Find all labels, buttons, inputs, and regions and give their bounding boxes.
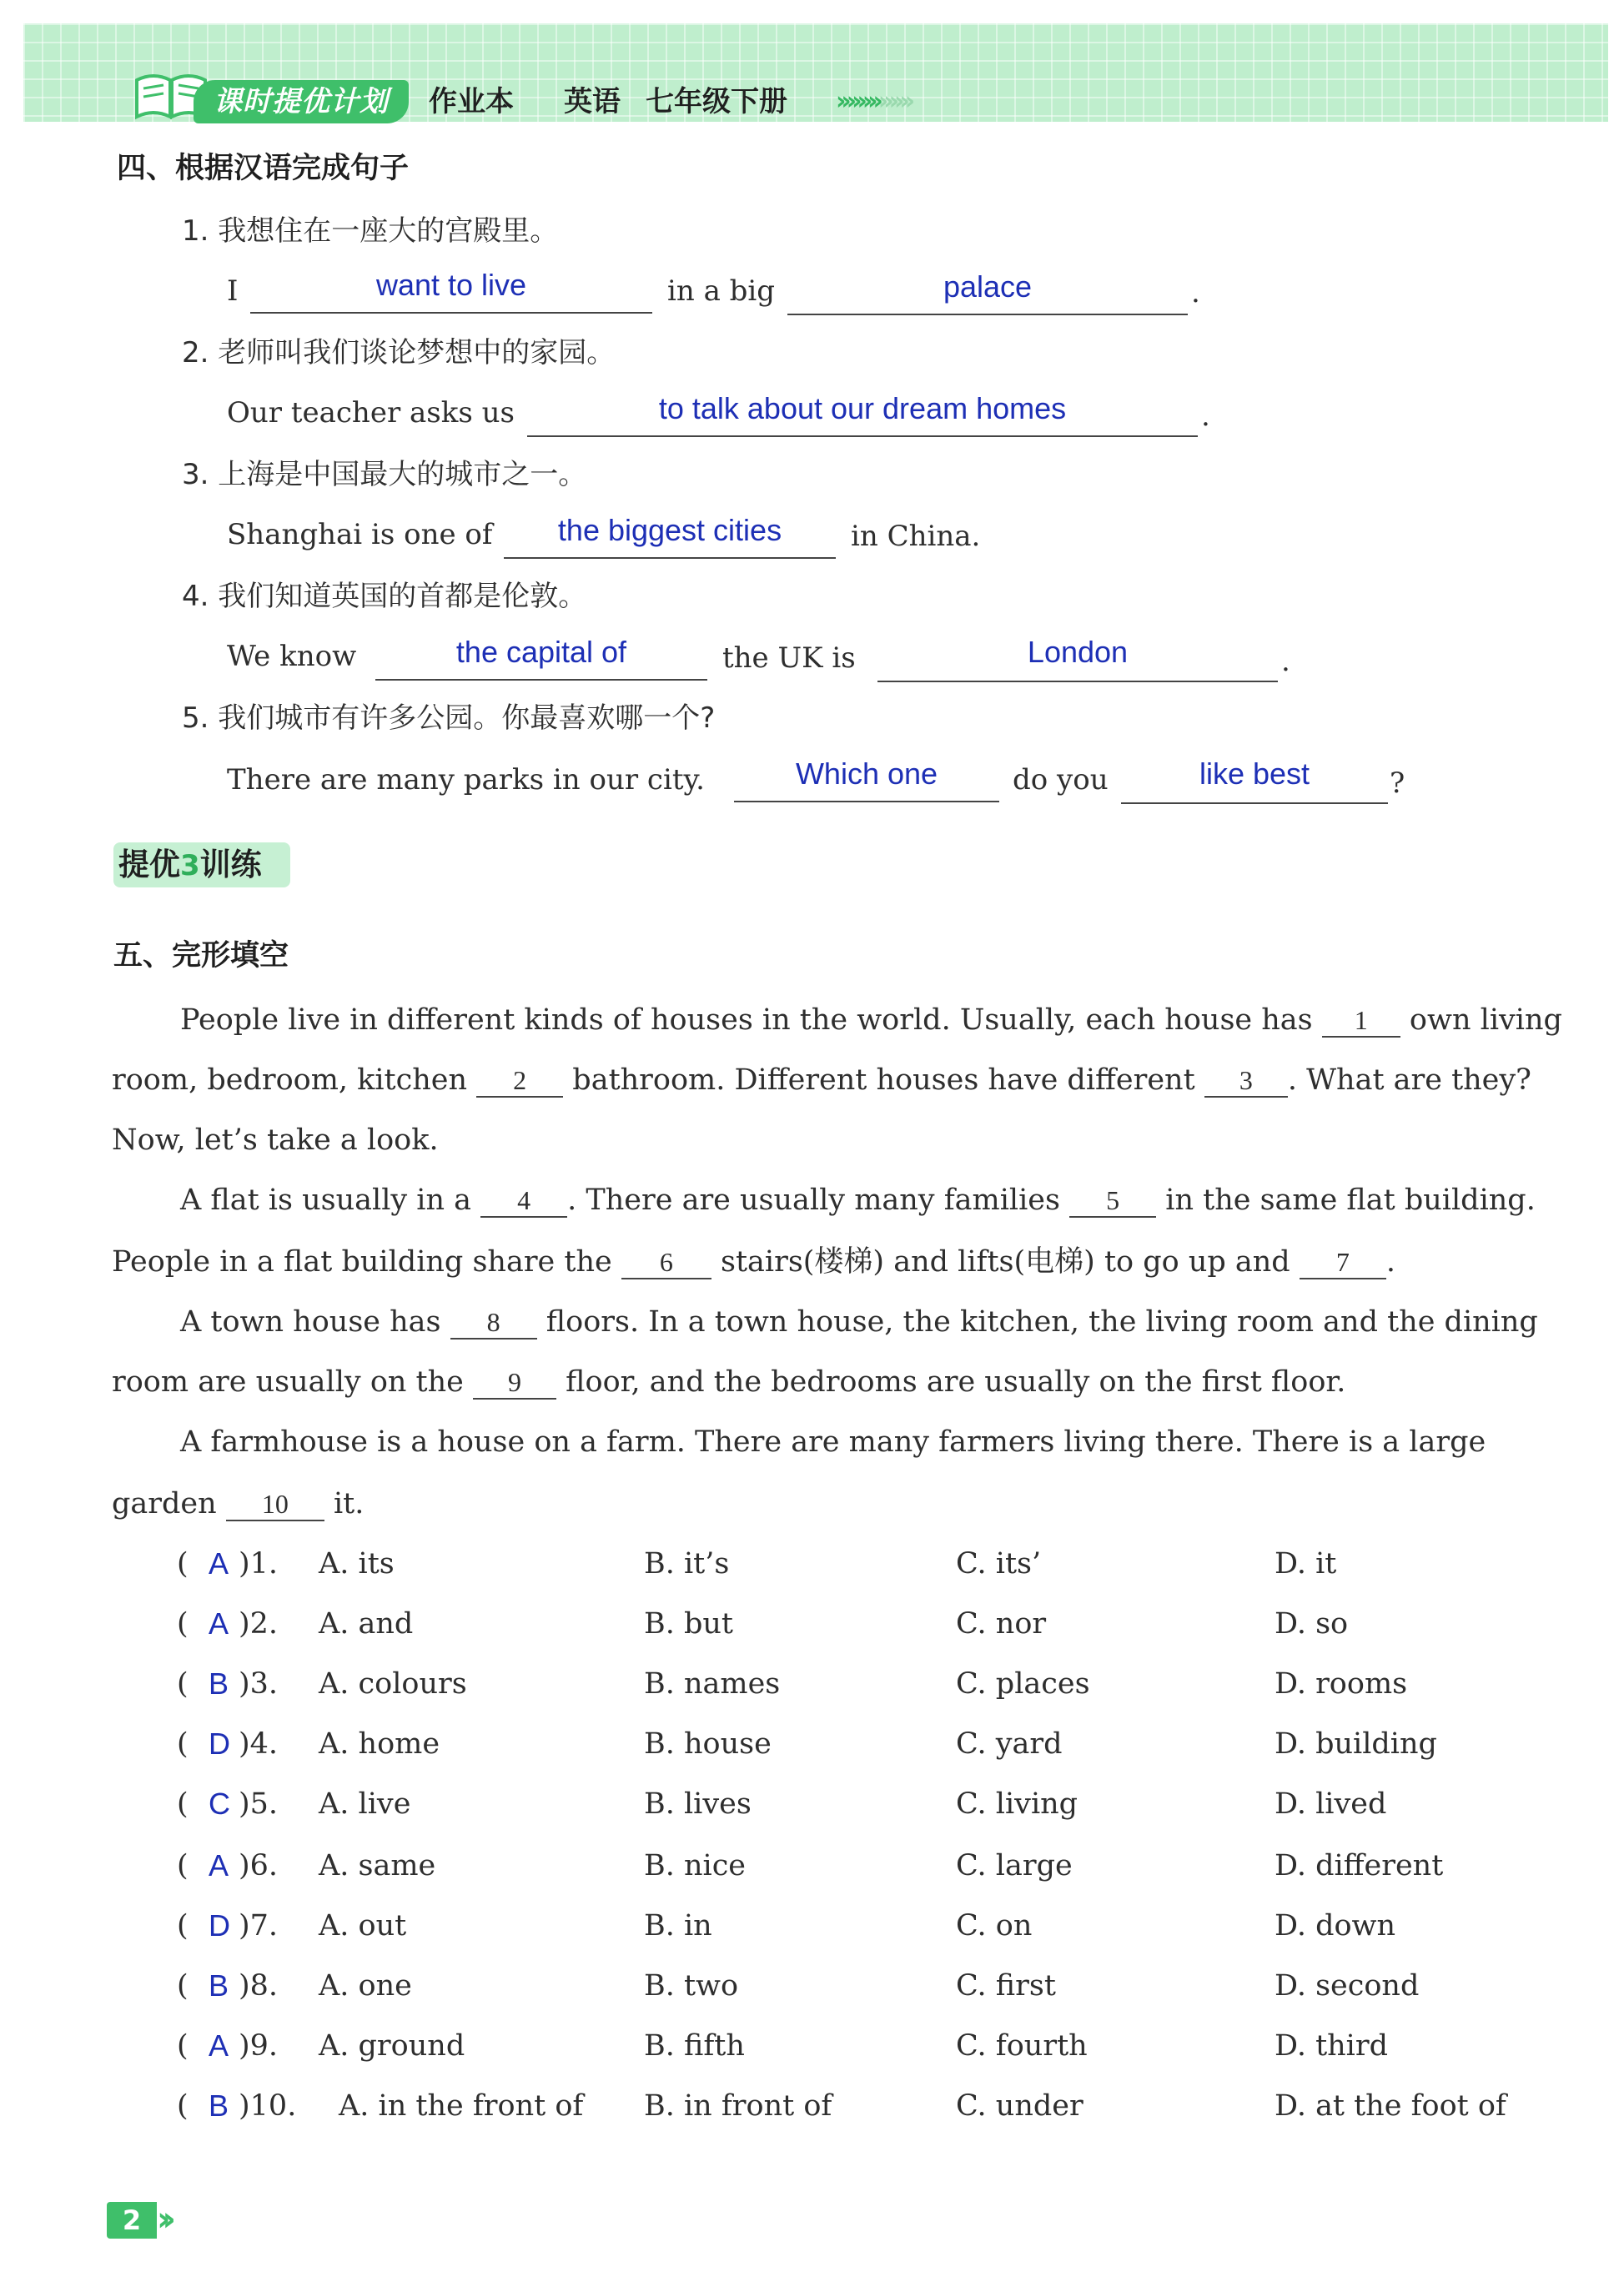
option-d[interactable]: D. so bbox=[1275, 1607, 1349, 1641]
option-row bbox=[177, 1665, 1553, 1703]
option-c[interactable]: C. fourth bbox=[956, 2029, 1088, 2063]
option-row bbox=[177, 1545, 1553, 1583]
paren-open: ( bbox=[177, 1849, 189, 1882]
option-d[interactable]: D. down bbox=[1275, 1909, 1396, 1943]
option-c[interactable]: C. living bbox=[956, 1787, 1078, 1821]
option-a[interactable]: A. in the front of bbox=[339, 2089, 584, 2123]
choice-answer: D bbox=[209, 1727, 230, 1761]
option-d[interactable]: D. it bbox=[1275, 1547, 1337, 1581]
option-c[interactable]: C. places bbox=[956, 1667, 1090, 1701]
book-type: 作业本 bbox=[429, 85, 514, 118]
option-b[interactable]: B. nice bbox=[644, 1849, 747, 1882]
choice-answer: A bbox=[209, 1848, 229, 1882]
item-1-end: . bbox=[1191, 276, 1200, 309]
section-4-title: 四、根据汉语完成句子 bbox=[117, 152, 410, 185]
passage-line-5: People in a flat building share the 6 stairs(楼梯) and lifts(电梯) to go up and 7 . bbox=[112, 1245, 1395, 1279]
item-2-end: . bbox=[1201, 400, 1210, 433]
option-d[interactable]: D. second bbox=[1275, 1969, 1420, 2003]
item-4-end: . bbox=[1281, 645, 1290, 678]
item-4-prefix: We know bbox=[227, 640, 357, 673]
paren-open: ( bbox=[177, 1909, 189, 1943]
paren-open: ( bbox=[177, 2029, 189, 2063]
item-5-answer-2: like best bbox=[1199, 756, 1310, 791]
choice-answer: D bbox=[209, 1908, 230, 1943]
choice-answer: A bbox=[209, 2028, 229, 2063]
item-1-answer-2: palace bbox=[943, 269, 1033, 304]
option-c[interactable]: C. under bbox=[956, 2089, 1084, 2123]
item-4-answer-1: the capital of bbox=[455, 635, 627, 669]
passage-line-9: garden 10 it. bbox=[112, 1487, 365, 1520]
option-row bbox=[177, 1725, 1553, 1763]
option-b[interactable]: B. it’s bbox=[644, 1547, 730, 1581]
choice-answer: A bbox=[209, 1546, 229, 1581]
question-number: )4. bbox=[239, 1727, 279, 1761]
option-b[interactable]: B. house bbox=[644, 1727, 772, 1761]
option-c[interactable]: C. large bbox=[956, 1849, 1073, 1882]
option-a[interactable]: A. live bbox=[319, 1787, 411, 1821]
choice-answer: B bbox=[209, 2088, 229, 2123]
option-a[interactable]: A. its bbox=[319, 1547, 395, 1581]
question-number: )2. bbox=[239, 1607, 279, 1641]
option-row bbox=[177, 1785, 1553, 1823]
option-b[interactable]: B. two bbox=[644, 1969, 739, 2003]
question-number: )5. bbox=[239, 1787, 279, 1821]
item-1-chinese: 1. 我想住在一座大的宫殿里。 bbox=[182, 214, 559, 248]
item-1-prefix: I bbox=[227, 274, 239, 308]
item-5-end: ? bbox=[1390, 767, 1405, 800]
option-row bbox=[177, 1847, 1553, 1885]
option-row bbox=[177, 1907, 1553, 1945]
option-row bbox=[177, 2087, 1553, 2125]
option-d[interactable]: D. lived bbox=[1275, 1787, 1387, 1821]
passage-line-7: room are usually on the 9 floor, and the bedrooms are usually on the first floor. bbox=[112, 1365, 1346, 1399]
option-a[interactable]: A. colours bbox=[319, 1667, 467, 1701]
choice-answer: A bbox=[209, 1606, 229, 1641]
item-1-answer-1: want to live bbox=[375, 268, 527, 302]
option-c[interactable]: C. nor bbox=[956, 1607, 1047, 1641]
item-2-answer: to talk about our dream homes bbox=[658, 391, 1067, 425]
passage-line-8: A farmhouse is a house on a farm. There are many farmers living there. There is a large bbox=[180, 1425, 1486, 1459]
item-3-prefix: Shanghai is one of bbox=[227, 518, 493, 551]
option-d[interactable]: D. rooms bbox=[1275, 1667, 1408, 1701]
option-d[interactable]: D. different bbox=[1275, 1849, 1444, 1882]
subject: 英语 bbox=[564, 85, 621, 118]
item-5-middle: do you bbox=[1013, 763, 1109, 797]
passage-line-1: People live in different kinds of houses in the world. Usually, each house has 1 own living bbox=[180, 1003, 1562, 1037]
item-3-end: in China. bbox=[851, 520, 981, 553]
grade: 七年级下册 bbox=[646, 85, 787, 118]
option-c[interactable]: C. on bbox=[956, 1909, 1033, 1943]
paren-open: ( bbox=[177, 1607, 189, 1641]
passage-line-4: A flat is usually in a 4 . There are usually many families 5 in the same flat building. bbox=[180, 1184, 1536, 1217]
option-c[interactable]: C. yard bbox=[956, 1727, 1063, 1761]
option-b[interactable]: B. names bbox=[644, 1667, 781, 1701]
option-row bbox=[177, 1967, 1553, 2005]
item-2-chinese: 2. 老师叫我们谈论梦想中的家园。 bbox=[182, 336, 616, 369]
chevron-right-icon: ›› bbox=[157, 2200, 168, 2239]
item-4-middle: the UK is bbox=[722, 641, 856, 675]
option-d[interactable]: D. third bbox=[1275, 2029, 1389, 2063]
paren-open: ( bbox=[177, 2089, 189, 2123]
passage-line-2: room, bedroom, kitchen 2 bathroom. Different houses have different 3 . What are they? bbox=[112, 1063, 1531, 1097]
paren-open: ( bbox=[177, 1787, 189, 1821]
chevron-decoration-icon: ›››››››››››››› bbox=[836, 87, 911, 116]
option-b[interactable]: B. but bbox=[644, 1607, 733, 1641]
option-a[interactable]: A. out bbox=[319, 1909, 407, 1943]
option-b[interactable]: B. lives bbox=[644, 1787, 752, 1821]
option-row bbox=[177, 1605, 1553, 1643]
option-b[interactable]: B. in bbox=[644, 1909, 712, 1943]
passage-line-3: Now, let’s take a look. bbox=[112, 1123, 439, 1157]
training-badge: 提优3训练 bbox=[113, 842, 290, 887]
item-5-chinese: 5. 我们城市有许多公园。你最喜欢哪一个? bbox=[182, 701, 716, 735]
item-4-chinese: 4. 我们知道英国的首都是伦敦。 bbox=[182, 580, 587, 613]
question-number: )9. bbox=[239, 2029, 279, 2063]
option-c[interactable]: C. its’ bbox=[956, 1547, 1042, 1581]
question-number: )7. bbox=[239, 1909, 279, 1943]
item-4-answer-2: London bbox=[1027, 635, 1129, 669]
question-number: )8. bbox=[239, 1969, 279, 2003]
choice-answer: B bbox=[209, 1666, 229, 1701]
option-d[interactable]: D. building bbox=[1275, 1727, 1437, 1761]
choice-answer: B bbox=[209, 1968, 229, 2003]
option-b[interactable]: B. in front of bbox=[644, 2089, 832, 2123]
question-number: )6. bbox=[239, 1849, 279, 1882]
question-number: )3. bbox=[239, 1667, 279, 1701]
choice-answer: C bbox=[209, 1787, 230, 1821]
item-5-answer-1: Which one bbox=[795, 756, 938, 791]
item-5-prefix: There are many parks in our city. bbox=[227, 763, 705, 797]
question-number: )10. bbox=[239, 2089, 297, 2123]
option-a[interactable]: A. ground bbox=[319, 2029, 465, 2063]
paren-open: ( bbox=[177, 1667, 189, 1701]
option-d[interactable]: D. at the foot of bbox=[1275, 2089, 1506, 2123]
paren-open: ( bbox=[177, 1727, 189, 1761]
paren-open: ( bbox=[177, 1969, 189, 2003]
item-3-answer: the biggest cities bbox=[557, 513, 782, 547]
question-number: )1. bbox=[239, 1547, 279, 1581]
option-a[interactable]: A. one bbox=[319, 1969, 412, 2003]
option-a[interactable]: A. and bbox=[319, 1607, 414, 1641]
page-number: 2 bbox=[107, 2202, 157, 2239]
passage-line-6: A town house has 8 floors. In a town house, the kitchen, the living room and the dining bbox=[180, 1305, 1538, 1339]
item-1-middle: in a big bbox=[667, 274, 776, 308]
option-a[interactable]: A. same bbox=[319, 1849, 436, 1882]
option-c[interactable]: C. first bbox=[956, 1969, 1056, 2003]
option-b[interactable]: B. fifth bbox=[644, 2029, 745, 2063]
plan-title: 课时提优计划 bbox=[194, 80, 409, 123]
section-5-title: 五、完形填空 bbox=[113, 939, 289, 973]
item-2-prefix: Our teacher asks us bbox=[227, 396, 515, 430]
option-a[interactable]: A. home bbox=[319, 1727, 440, 1761]
swirl-icon: 3 bbox=[180, 849, 200, 882]
paren-open: ( bbox=[177, 1547, 189, 1581]
option-row bbox=[177, 2027, 1553, 2065]
item-3-chinese: 3. 上海是中国最大的城市之一。 bbox=[182, 458, 587, 491]
